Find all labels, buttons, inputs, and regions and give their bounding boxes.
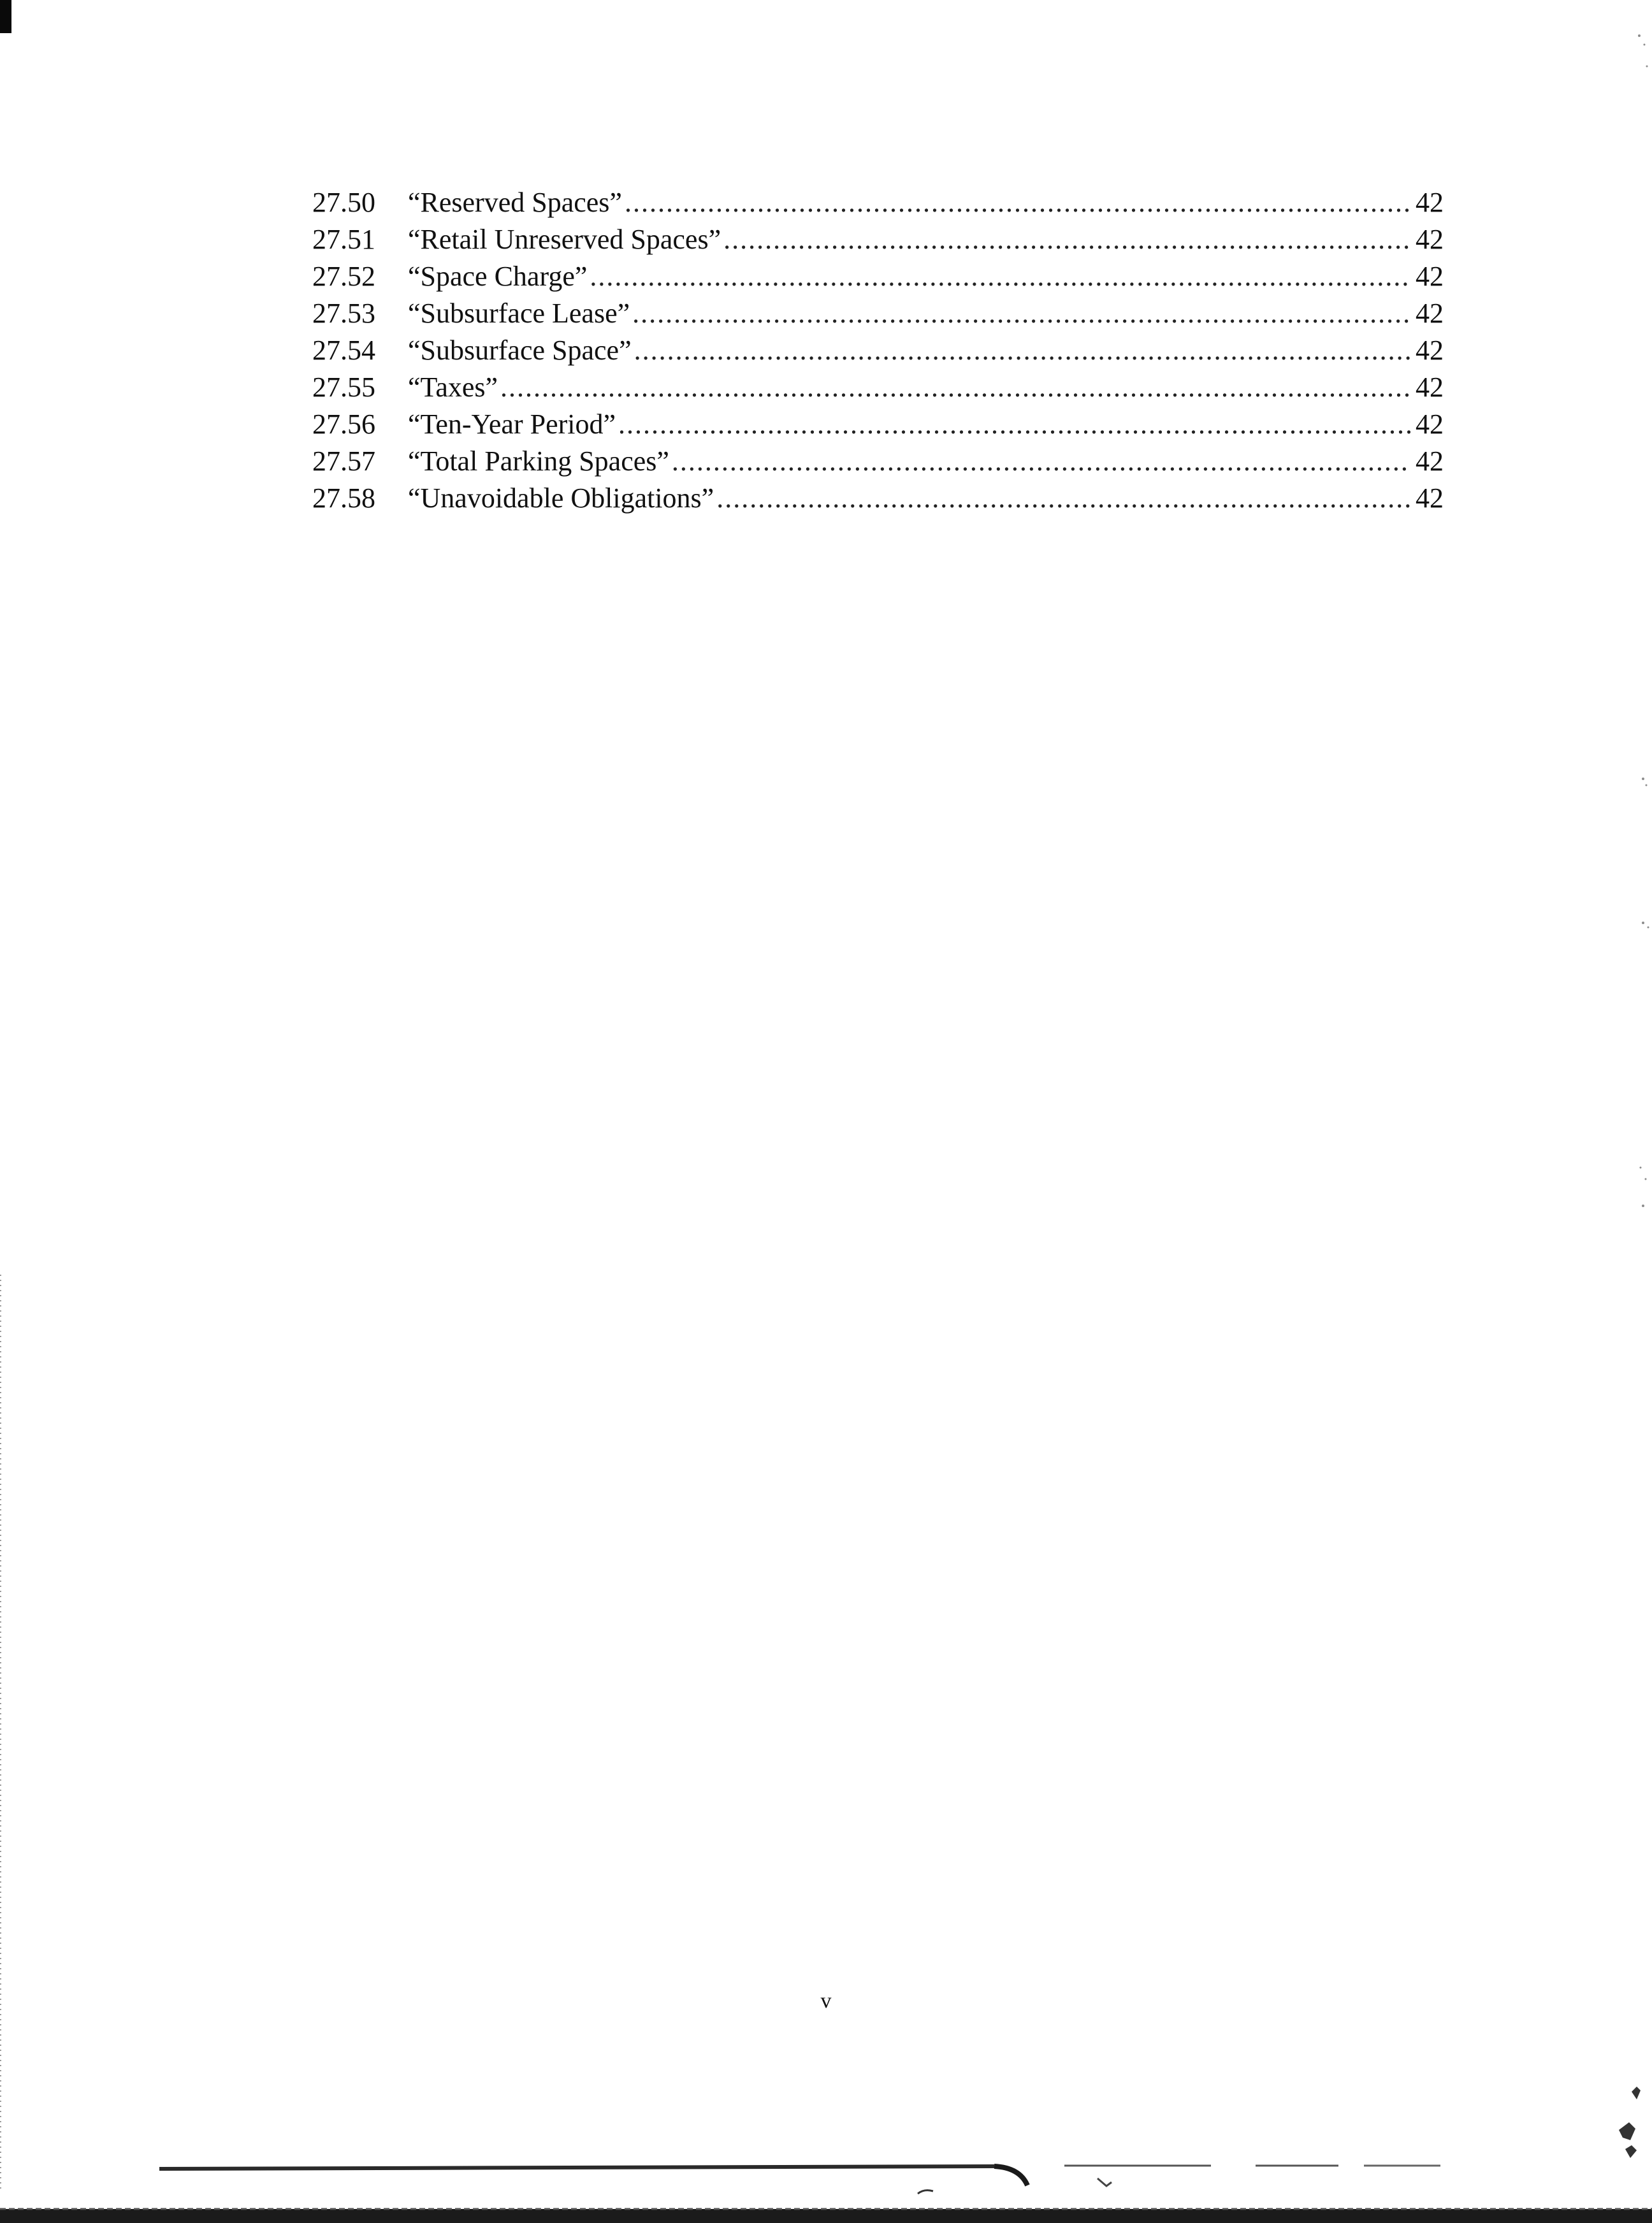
toc-entry — [312, 332, 1444, 369]
page-number: v — [820, 1989, 832, 2013]
dot-leader — [672, 443, 1410, 480]
dot-leader — [632, 295, 1410, 332]
toc-entry-number: 27.50 — [312, 187, 375, 218]
toc-entry-number: 27.51 — [312, 224, 375, 255]
toc-entry — [312, 258, 1444, 295]
toc-entry-title: “Space Charge” — [408, 261, 588, 292]
toc-entry-title: “Subsurface Space” — [408, 335, 632, 366]
toc-entry-page: 42 — [1416, 224, 1444, 255]
toc-entry — [312, 406, 1444, 443]
toc-entry — [312, 480, 1444, 517]
dot-leader — [618, 406, 1410, 443]
toc-entry-page: 42 — [1416, 445, 1444, 477]
dot-leader — [723, 221, 1410, 258]
toc-entry-page: 42 — [1416, 409, 1444, 440]
toc-entry-number: 27.52 — [312, 261, 375, 292]
dot-leader — [716, 480, 1410, 517]
toc-entry — [312, 443, 1444, 480]
toc-entry — [312, 295, 1444, 332]
toc-entry-title: “Unavoidable Obligations” — [408, 482, 714, 514]
toc-entry-page: 42 — [1416, 482, 1444, 514]
toc-entry-title: “Subsurface Lease” — [408, 298, 630, 329]
toc-entry-title: “Taxes” — [408, 372, 498, 403]
toc-entry-title: “Total Parking Spaces” — [408, 445, 669, 477]
dot-leader — [625, 184, 1410, 221]
scan-registration-mark — [0, 0, 11, 33]
toc-entry-title: “Retail Unreserved Spaces” — [408, 224, 721, 255]
toc-entry-number: 27.58 — [312, 482, 375, 514]
dot-leader — [500, 369, 1410, 406]
toc-entry-page: 42 — [1416, 261, 1444, 292]
dot-leader — [634, 332, 1410, 369]
table-of-contents — [312, 184, 1444, 517]
dot-leader — [590, 258, 1410, 295]
toc-entry-number: 27.57 — [312, 445, 375, 477]
toc-entry-title: “Ten-Year Period” — [408, 409, 616, 440]
toc-entry-number: 27.54 — [312, 335, 375, 366]
toc-entry-page: 42 — [1416, 372, 1444, 403]
toc-entry-page: 42 — [1416, 335, 1444, 366]
toc-entry — [312, 221, 1444, 258]
toc-entry-number: 27.53 — [312, 298, 375, 329]
toc-entry — [312, 184, 1444, 221]
toc-entry-number: 27.55 — [312, 372, 375, 403]
toc-entry-number: 27.56 — [312, 409, 375, 440]
toc-entry-title: “Reserved Spaces” — [408, 187, 622, 218]
toc-entry-page: 42 — [1416, 187, 1444, 218]
toc-entry-page: 42 — [1416, 298, 1444, 329]
toc-entry — [312, 369, 1444, 406]
